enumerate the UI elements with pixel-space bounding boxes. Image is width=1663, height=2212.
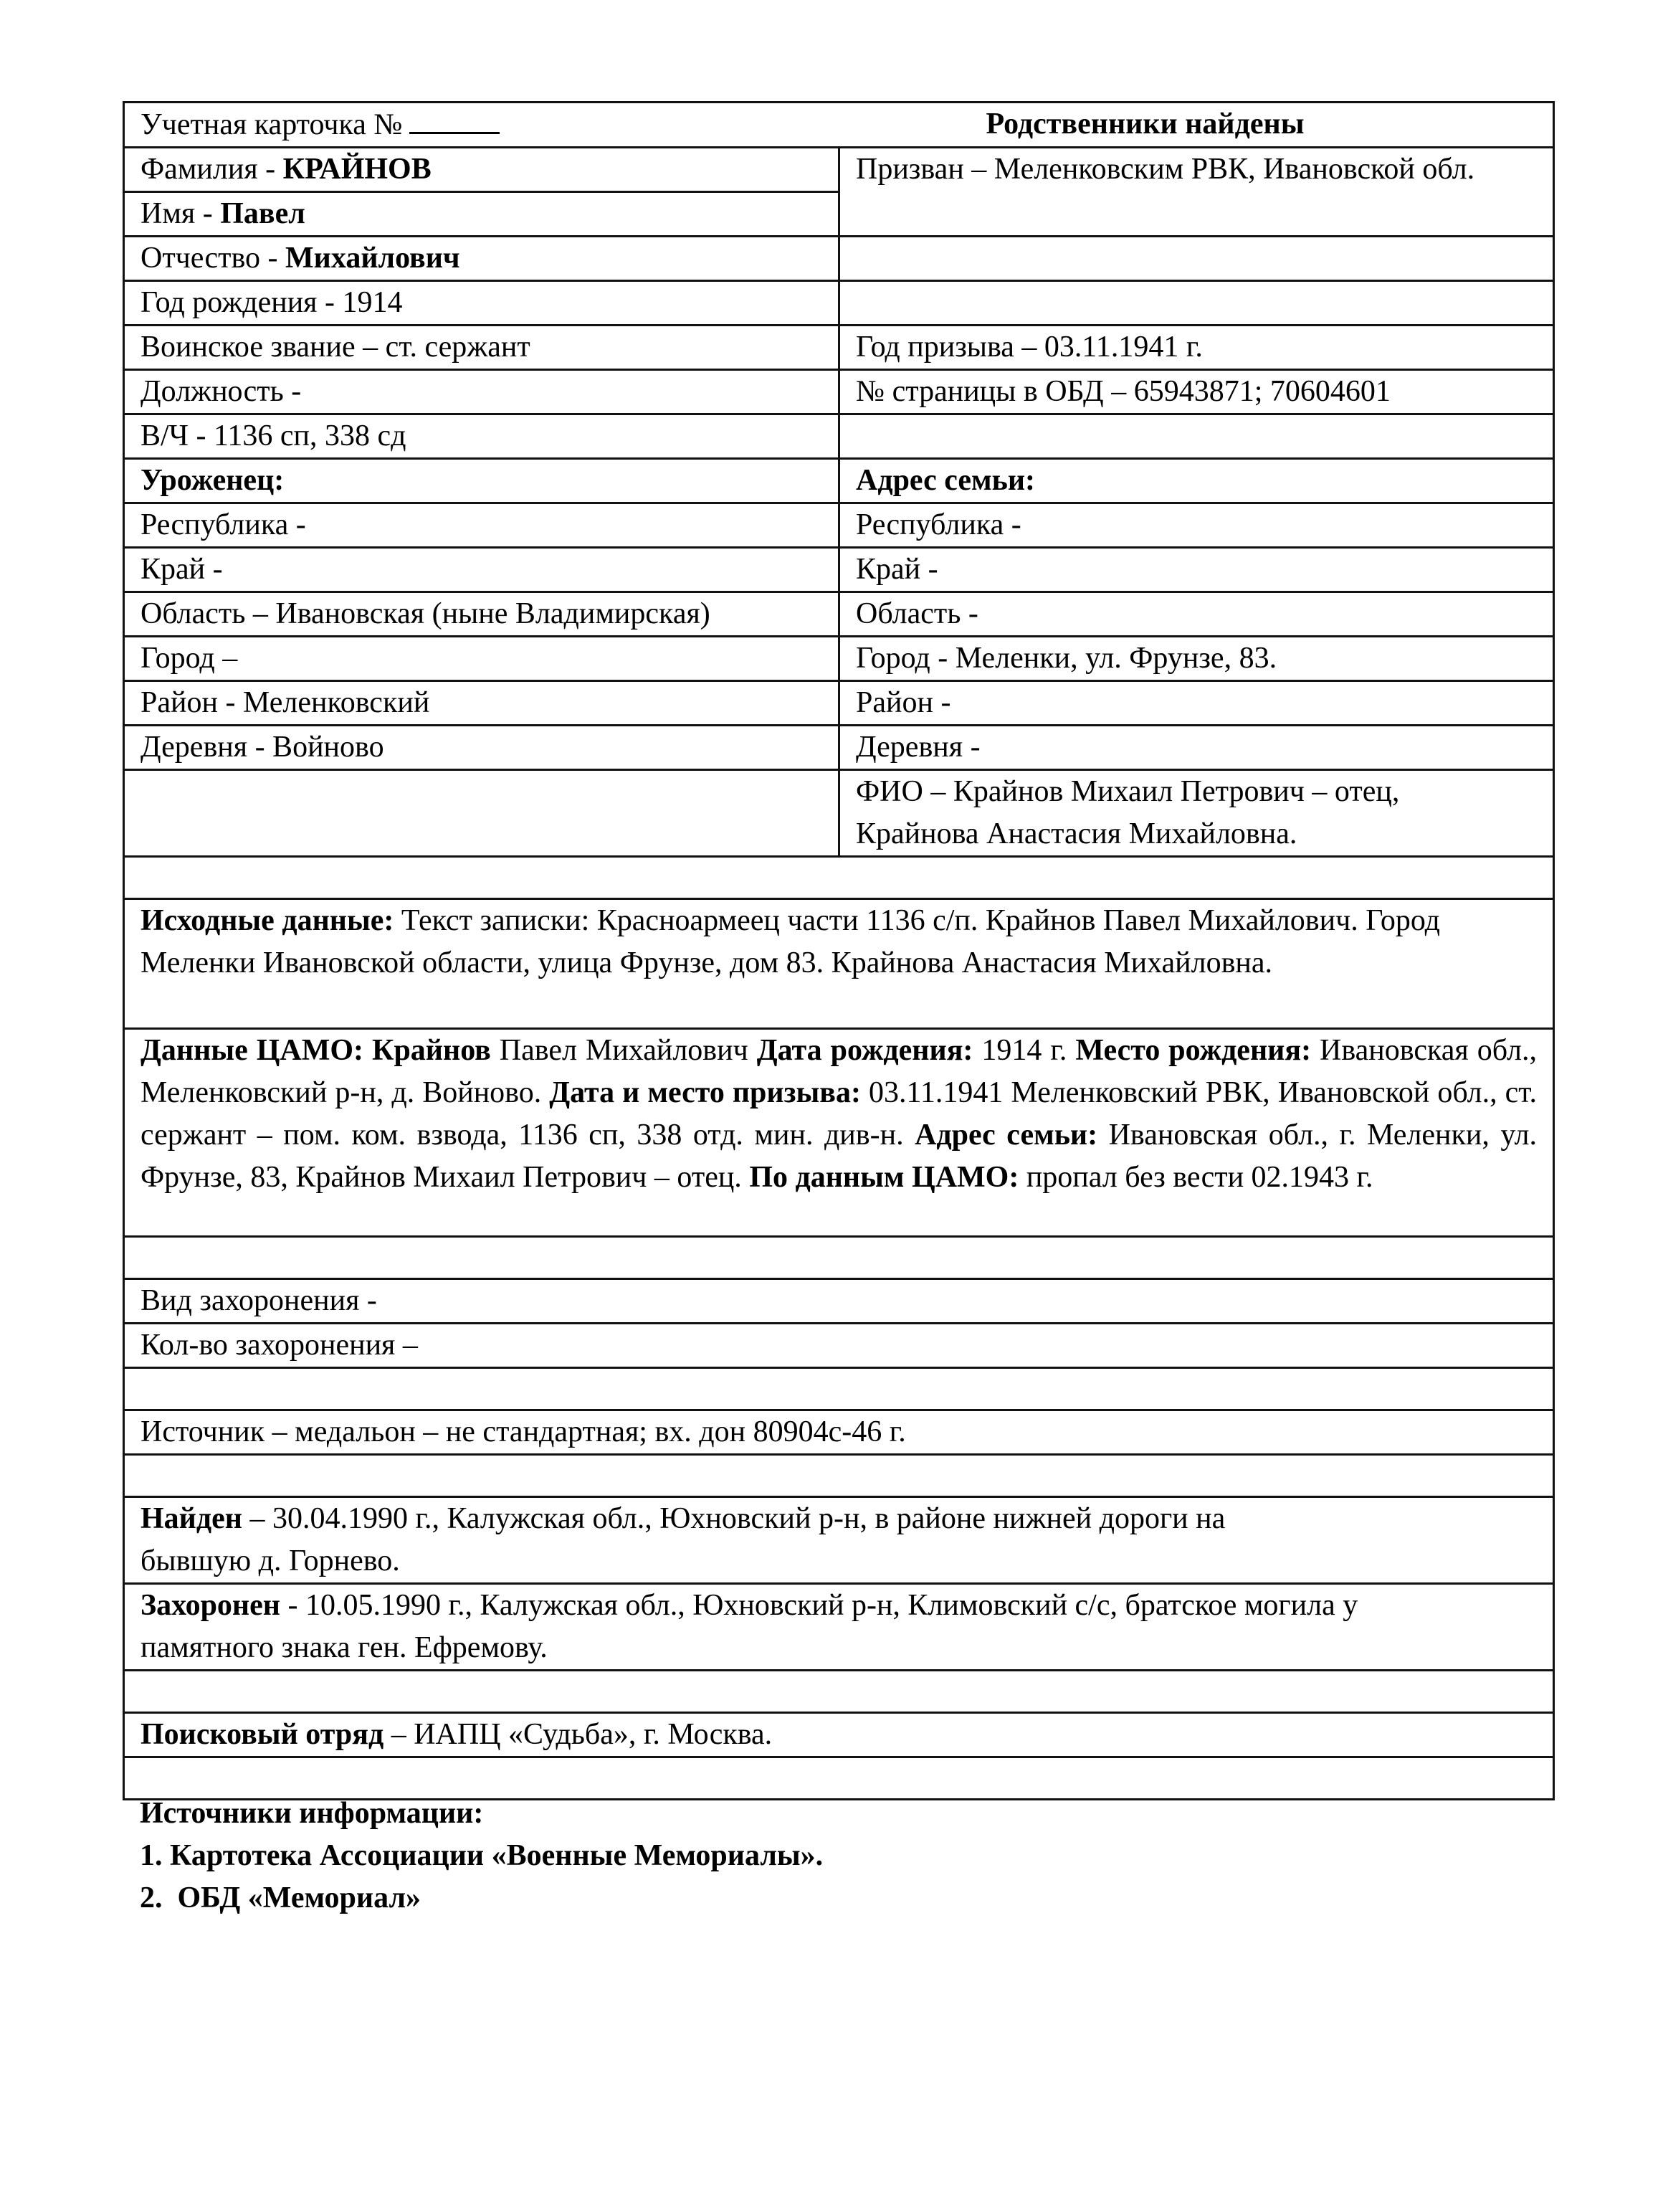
table-row bbox=[124, 1410, 1554, 1455]
empty-cell bbox=[839, 414, 1554, 459]
record-card-table bbox=[123, 101, 1555, 1800]
obd-pages-cell: № страницы в ОБД – 65943871; 70604601 bbox=[839, 370, 1554, 414]
search-team-text: – ИАПЦ «Судьба», г. Москва. bbox=[383, 1718, 773, 1751]
tsamo-name: Павел Михайлович bbox=[490, 1034, 757, 1067]
native-heading-text: Уроженец: bbox=[140, 464, 285, 497]
draft-year-cell: Год призыва – 03.11.1941 г. bbox=[839, 326, 1554, 370]
native-krai-cell: Край - bbox=[124, 548, 839, 592]
rank-cell: Воинское звание – ст. сержант bbox=[124, 326, 839, 370]
empty-cell bbox=[124, 1455, 1554, 1497]
empty-cell bbox=[124, 857, 1554, 899]
search-team-cell bbox=[124, 1713, 1554, 1757]
native-village-cell: Деревня - Войново bbox=[124, 726, 839, 770]
patronymic-cell bbox=[124, 237, 839, 281]
card-number-blank bbox=[409, 103, 500, 134]
tsamo-label: Данные ЦАМО: bbox=[140, 1034, 364, 1067]
found-text: – 30.04.1990 г., Калужская обл., Юхновский р-н, в районе нижней дороги на бывшую д. Горнево. bbox=[140, 1502, 1226, 1577]
fio-line-1: ФИО – Крайнов Михаил Петрович – отец, bbox=[856, 775, 1400, 808]
buried-text: - 10.05.1990 г., Калужская обл., Юхновский р-н, Климовский с/с, братское могила у памятного знака ген. Ефремову. bbox=[140, 1589, 1358, 1664]
tsamo-birth-label: Дата рождения: bbox=[756, 1034, 973, 1067]
burial-count-cell: Кол-во захоронения – bbox=[124, 1324, 1554, 1368]
table-row bbox=[124, 548, 1554, 592]
table-row bbox=[124, 503, 1554, 548]
family-address-heading bbox=[839, 459, 1554, 503]
birth-year-cell: Год рождения - 1914 bbox=[124, 281, 839, 326]
tsamo-draft-value: 03.11.1941 Меленковский РВК, Ивановской обл., ст. сержант – пом. ком. взвода, 1136 сп, 338 отд. мин. див-н. bbox=[140, 1076, 1537, 1152]
empty-cell bbox=[839, 237, 1554, 281]
surname-value: КРАЙНОВ bbox=[282, 153, 432, 186]
fio-line-2: Крайнова Анастасия Михайловна. bbox=[856, 817, 1297, 850]
family-oblast-cell: Область - bbox=[839, 592, 1554, 637]
native-republic-cell: Республика - bbox=[124, 503, 839, 548]
card-header-row bbox=[124, 103, 1554, 148]
tsamo-family-label: Адрес семьи: bbox=[915, 1119, 1098, 1152]
card-number-cell bbox=[124, 103, 839, 148]
tsamo-surname: Крайнов bbox=[363, 1034, 491, 1067]
table-row bbox=[124, 326, 1554, 370]
empty-cell bbox=[124, 1368, 1554, 1410]
family-heading-text: Адрес семьи: bbox=[856, 464, 1036, 497]
surname-cell bbox=[124, 148, 839, 192]
table-row bbox=[124, 1237, 1554, 1279]
table-row bbox=[124, 1671, 1554, 1713]
table-row bbox=[124, 681, 1554, 726]
buried-label: Захоронен bbox=[140, 1589, 280, 1622]
drafted-cell: Призван – Меленковским РВК, Ивановской обл. bbox=[839, 148, 1554, 237]
sources-section bbox=[140, 1793, 823, 1919]
name-cell bbox=[124, 192, 839, 237]
source-data-label: Исходные данные: bbox=[140, 904, 394, 937]
search-team-label: Поисковый отряд bbox=[140, 1718, 384, 1751]
table-row bbox=[124, 1584, 1554, 1671]
unit-cell: В/Ч - 1136 сп, 338 сд bbox=[124, 414, 839, 459]
tsamo-cell bbox=[124, 1029, 1554, 1237]
buried-cell bbox=[124, 1584, 1554, 1671]
table-row bbox=[124, 1279, 1554, 1324]
table-row bbox=[124, 592, 1554, 637]
table-row bbox=[124, 1029, 1554, 1237]
tsamo-birthplace-label: Место рождения: bbox=[1075, 1034, 1312, 1067]
table-row bbox=[124, 857, 1554, 899]
source-item: 1. Картотека Ассоциации «Военные Мемориалы». bbox=[140, 1839, 824, 1872]
table-row bbox=[124, 726, 1554, 770]
card-number-label: Учетная карточка № bbox=[140, 108, 403, 141]
source-data-cell bbox=[124, 899, 1554, 1029]
table-row bbox=[124, 370, 1554, 414]
family-fio-cell bbox=[839, 770, 1554, 857]
found-cell bbox=[124, 1497, 1554, 1584]
table-row bbox=[124, 637, 1554, 681]
source-data-text: Текст записки: Красноармеец части 1136 с/п. Крайнов Павел Михайлович. Город Меленки Ивановской области, улица Фрунзе, дом 83. Крайнова Анастасия Михайловна. bbox=[140, 904, 1440, 979]
native-heading bbox=[124, 459, 839, 503]
table-row bbox=[124, 414, 1554, 459]
empty-cell bbox=[124, 1237, 1554, 1279]
tsamo-status-value: пропал без вести 02.1943 г. bbox=[1019, 1161, 1373, 1194]
table-row bbox=[124, 281, 1554, 326]
table-row bbox=[124, 459, 1554, 503]
name-label: Имя - bbox=[140, 197, 221, 230]
source-cell: Источник – медальон – не стандартная; вх. дон 80904с-46 г. bbox=[124, 1410, 1554, 1455]
source-item: 2. ОБД «Мемориал» bbox=[140, 1881, 421, 1914]
sources-heading: Источники информации: bbox=[140, 1797, 484, 1830]
tsamo-status-label: По данным ЦАМО: bbox=[749, 1161, 1019, 1194]
table-row bbox=[124, 237, 1554, 281]
empty-cell bbox=[124, 1671, 1554, 1713]
tsamo-birth-value: 1914 г. bbox=[973, 1034, 1076, 1067]
table-row bbox=[124, 1497, 1554, 1584]
table-row bbox=[124, 1368, 1554, 1410]
family-city-cell: Город - Меленки, ул. Фрунзе, 83. bbox=[839, 637, 1554, 681]
family-village-cell: Деревня - bbox=[839, 726, 1554, 770]
position-cell: Должность - bbox=[124, 370, 839, 414]
tsamo-draft-label: Дата и место призыва: bbox=[549, 1076, 861, 1109]
table-row bbox=[124, 1713, 1554, 1757]
family-republic-cell: Республика - bbox=[839, 503, 1554, 548]
empty-cell bbox=[124, 770, 839, 857]
table-row bbox=[124, 899, 1554, 1029]
surname-label: Фамилия - bbox=[140, 153, 283, 186]
patronymic-value: Михайлович bbox=[285, 242, 460, 275]
tsamo-family-value: Ивановская обл., г. Меленки, ул. Фрунзе, 83, Крайнов Михаил Петрович – отец. bbox=[140, 1119, 1538, 1194]
patronymic-label: Отчество - bbox=[140, 242, 286, 275]
table-row bbox=[124, 1324, 1554, 1368]
table-row bbox=[124, 148, 1554, 192]
native-oblast-cell: Область – Ивановская (ныне Владимирская) bbox=[124, 592, 839, 637]
native-city-cell: Город – bbox=[124, 637, 839, 681]
empty-cell bbox=[839, 281, 1554, 326]
native-district-cell: Район - Меленковский bbox=[124, 681, 839, 726]
burial-type-cell: Вид захоронения - bbox=[124, 1279, 1554, 1324]
family-district-cell: Район - bbox=[839, 681, 1554, 726]
found-label: Найден bbox=[140, 1502, 242, 1535]
tsamo-birthplace-value: Ивановская обл., Меленковский р-н, д. Войново. bbox=[140, 1034, 1537, 1109]
name-value: Павел bbox=[220, 197, 305, 230]
table-row bbox=[124, 1455, 1554, 1497]
table-row bbox=[124, 770, 1554, 857]
family-krai-cell: Край - bbox=[839, 548, 1554, 592]
relatives-status: Родственники найдены bbox=[839, 103, 1554, 148]
